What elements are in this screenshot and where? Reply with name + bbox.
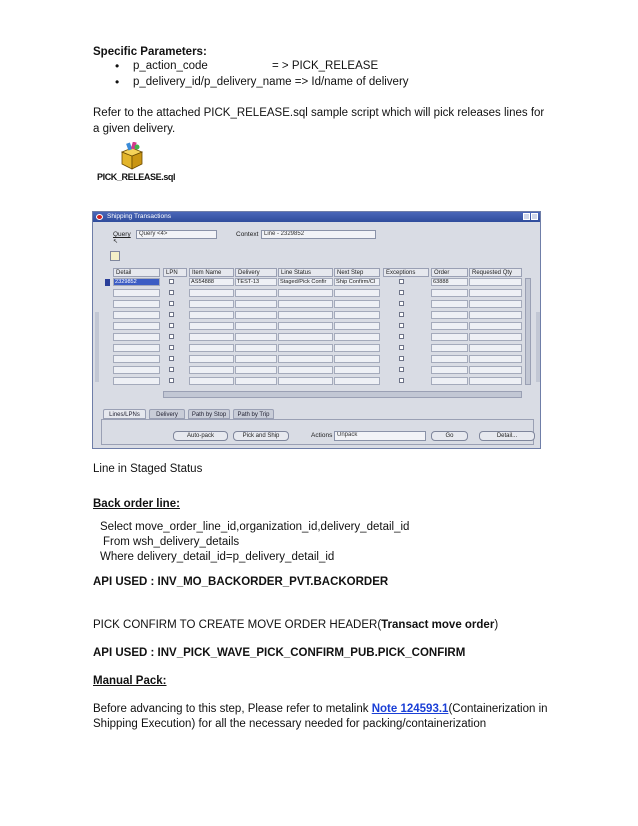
empty-cell[interactable] <box>431 311 468 319</box>
column-header: Next Step <box>334 268 380 277</box>
empty-cell[interactable] <box>469 311 522 319</box>
column-header: Exceptions <box>383 268 429 277</box>
row-checkbox[interactable] <box>169 312 174 317</box>
intro-paragraph: Refer to the attached PICK_RELEASE.sql sample script which will pick releases lines for a given delivery. <box>93 107 545 135</box>
tab-path-by-trip[interactable]: Path by Trip <box>233 409 274 419</box>
window-title: Shipping Transactions <box>107 213 171 220</box>
close-icon[interactable] <box>531 213 538 220</box>
empty-cell[interactable] <box>469 300 522 308</box>
attachment-filename: PICK_RELEASE.sql <box>97 172 176 182</box>
lpn-checkbox[interactable] <box>169 279 174 284</box>
empty-cell[interactable] <box>469 344 522 352</box>
empty-cell[interactable] <box>431 289 468 297</box>
actions-label: Actions <box>311 432 333 439</box>
item-cell[interactable]: AS54888 <box>189 278 234 286</box>
param-value: = > PICK_RELEASE <box>272 60 379 72</box>
column-header: LPN <box>163 268 187 277</box>
go-button[interactable]: Go <box>431 431 468 441</box>
row-checkbox[interactable] <box>399 323 404 328</box>
folder-tools-icon[interactable] <box>110 251 120 261</box>
empty-cell[interactable] <box>469 366 522 374</box>
param-name: p_action_code <box>133 60 208 72</box>
empty-cell[interactable] <box>113 300 160 308</box>
window-titlebar <box>93 212 540 222</box>
empty-cell[interactable] <box>431 366 468 374</box>
empty-cell[interactable] <box>235 344 277 352</box>
empty-cell[interactable] <box>235 322 277 330</box>
cursor-icon: ↖ <box>113 239 119 245</box>
sql-line: Select move_order_line_id,organization_id,delivery_detail_id <box>100 521 410 533</box>
context-label: Context <box>236 231 259 238</box>
vertical-scrollbar[interactable] <box>525 278 531 385</box>
empty-cell[interactable] <box>334 333 380 341</box>
pick-confirm-line <box>93 619 498 631</box>
empty-cell[interactable] <box>278 300 333 308</box>
empty-cell[interactable] <box>469 322 522 330</box>
tab-path-by-stop[interactable]: Path by Stop <box>188 409 230 419</box>
manual-pack-line-2: Shipping Execution) for all the necessary needed for packing/containerization <box>93 718 487 730</box>
empty-cell[interactable] <box>113 311 160 319</box>
order-cell[interactable]: 63888 <box>431 278 468 286</box>
empty-cell[interactable] <box>469 289 522 297</box>
empty-cell[interactable] <box>113 377 160 385</box>
empty-cell[interactable] <box>278 355 333 363</box>
row-checkbox[interactable] <box>399 378 404 383</box>
row-checkbox[interactable] <box>169 356 174 361</box>
actions-select[interactable]: Unpack <box>334 431 426 441</box>
empty-cell[interactable] <box>431 355 468 363</box>
empty-cell[interactable] <box>334 344 380 352</box>
row-checkbox[interactable] <box>399 356 404 361</box>
column-header: Item Name <box>189 268 234 277</box>
row-checkbox[interactable] <box>169 378 174 383</box>
pick-confirm-bold: Transact move order <box>381 619 495 631</box>
empty-cell[interactable] <box>189 366 234 374</box>
next-step-cell[interactable]: Ship Confirm/Cl <box>334 278 380 286</box>
empty-cell[interactable] <box>334 377 380 385</box>
empty-cell[interactable] <box>189 355 234 363</box>
horizontal-scrollbar[interactable] <box>163 391 522 398</box>
empty-cell[interactable] <box>278 322 333 330</box>
empty-cell[interactable] <box>334 311 380 319</box>
empty-cell[interactable] <box>189 333 234 341</box>
empty-cell[interactable] <box>113 355 160 363</box>
param-value: => Id/name of delivery <box>294 76 409 88</box>
tab-lines-lpns[interactable]: Lines/LPNs <box>103 409 146 419</box>
empty-cell[interactable] <box>278 344 333 352</box>
side-scrollbar[interactable] <box>536 312 540 382</box>
package-script-icon <box>119 142 145 170</box>
empty-cell[interactable] <box>189 289 234 297</box>
empty-cell[interactable] <box>235 377 277 385</box>
pick-and-ship-button[interactable]: Pick and Ship <box>233 431 289 441</box>
empty-cell[interactable] <box>113 366 160 374</box>
exceptions-checkbox[interactable] <box>399 279 404 284</box>
detail-button[interactable]: Detail... <box>479 431 535 441</box>
column-header: Order <box>431 268 468 277</box>
section-heading: Specific Parameters: <box>93 46 207 58</box>
api-used-backorder: API USED : INV_MO_BACKORDER_PVT.BACKORDER <box>93 576 389 588</box>
empty-cell[interactable] <box>469 333 522 341</box>
column-header: Requested Qty <box>469 268 522 277</box>
empty-cell[interactable] <box>113 333 160 341</box>
column-header: Line Status <box>278 268 333 277</box>
empty-cell[interactable] <box>278 333 333 341</box>
backorder-heading: Back order line: <box>93 498 180 510</box>
row-checkbox[interactable] <box>399 301 404 306</box>
context-field[interactable]: Line - 2329852 <box>261 230 376 239</box>
empty-cell[interactable] <box>334 322 380 330</box>
row-checkbox[interactable] <box>399 312 404 317</box>
row-indicator[interactable] <box>105 279 110 286</box>
empty-cell[interactable] <box>278 289 333 297</box>
sql-line: Where delivery_detail_id=p_delivery_detail_id <box>100 551 335 563</box>
empty-cell[interactable] <box>235 333 277 341</box>
empty-cell[interactable] <box>189 322 234 330</box>
empty-cell[interactable] <box>431 344 468 352</box>
empty-cell[interactable] <box>113 344 160 352</box>
tab-delivery[interactable]: Delivery <box>149 409 185 419</box>
empty-cell[interactable] <box>278 366 333 374</box>
empty-cell[interactable] <box>334 366 380 374</box>
row-checkbox[interactable] <box>399 345 404 350</box>
oracle-icon <box>96 214 103 220</box>
pick-confirm-end: ) <box>494 619 499 631</box>
list-item <box>133 76 409 92</box>
query-label: Query <box>113 231 131 238</box>
delivery-cell[interactable]: TEST-13 <box>235 278 277 286</box>
qty-cell[interactable] <box>469 278 522 286</box>
empty-cell[interactable] <box>235 366 277 374</box>
empty-cell[interactable] <box>189 377 234 385</box>
empty-cell[interactable] <box>469 355 522 363</box>
empty-cell[interactable] <box>235 311 277 319</box>
row-checkbox[interactable] <box>169 334 174 339</box>
row-checkbox[interactable] <box>169 367 174 372</box>
empty-cell[interactable] <box>113 289 160 297</box>
attachment[interactable] <box>95 142 175 184</box>
empty-cell[interactable] <box>278 311 333 319</box>
shipping-transactions-window <box>92 211 541 449</box>
empty-cell[interactable] <box>431 377 468 385</box>
column-header: Detail <box>113 268 160 277</box>
row-checkbox[interactable] <box>399 367 404 372</box>
empty-cell[interactable] <box>189 344 234 352</box>
empty-cell[interactable] <box>334 300 380 308</box>
empty-cell[interactable] <box>334 355 380 363</box>
empty-cell[interactable] <box>113 322 160 330</box>
list-item <box>133 60 409 76</box>
manual-pack-heading: Manual Pack: <box>93 675 167 687</box>
empty-cell[interactable] <box>189 311 234 319</box>
sql-line: From wsh_delivery_details <box>103 536 240 548</box>
parameter-list <box>133 60 409 92</box>
row-checkbox[interactable] <box>169 323 174 328</box>
empty-cell[interactable] <box>431 333 468 341</box>
metalink-note-link[interactable]: Note 124593.1 <box>371 703 449 715</box>
row-checkbox[interactable] <box>169 345 174 350</box>
side-scrollbar-left[interactable] <box>95 312 99 382</box>
empty-cell[interactable] <box>469 377 522 385</box>
empty-cell[interactable] <box>431 300 468 308</box>
row-checkbox[interactable] <box>169 290 174 295</box>
empty-cell[interactable] <box>278 377 333 385</box>
manual-text: Before advancing to this step, Please refer to metalink <box>93 703 372 715</box>
empty-cell[interactable] <box>235 300 277 308</box>
empty-cell[interactable] <box>334 289 380 297</box>
caption: Line in Staged Status <box>93 463 203 475</box>
manual-text: (Containerization in <box>448 703 548 715</box>
pick-confirm-text: PICK CONFIRM TO CREATE MOVE ORDER HEADER( <box>93 619 382 631</box>
empty-cell[interactable] <box>235 289 277 297</box>
detail-cell[interactable]: 2329852 <box>113 278 160 286</box>
param-name: p_delivery_id/p_delivery_name <box>133 76 292 88</box>
row-checkbox[interactable] <box>399 334 404 339</box>
empty-cell[interactable] <box>431 322 468 330</box>
status-cell[interactable]: Staged/Pick Confir <box>278 278 333 286</box>
manual-pack-line-1 <box>93 703 548 715</box>
row-checkbox[interactable] <box>399 290 404 295</box>
empty-cell[interactable] <box>235 355 277 363</box>
minimize-icon[interactable] <box>523 213 530 220</box>
query-field[interactable]: Query <4> <box>136 230 217 239</box>
auto-pack-button[interactable]: Auto-pack <box>173 431 228 441</box>
api-used-pick-confirm: API USED : INV_PICK_WAVE_PICK_CONFIRM_PUB.PICK_CONFIRM <box>93 647 466 659</box>
row-checkbox[interactable] <box>169 301 174 306</box>
column-header: Delivery <box>235 268 277 277</box>
empty-cell[interactable] <box>189 300 234 308</box>
